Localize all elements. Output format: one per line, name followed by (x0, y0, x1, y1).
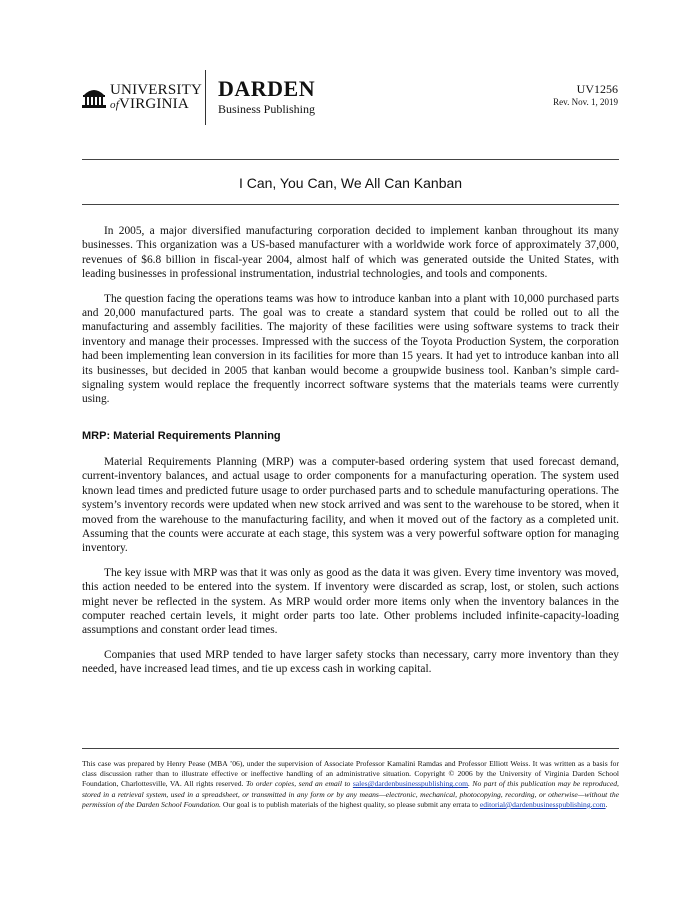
paragraph-2: The question facing the operations teams was how to introduce kanban into a plant with 10,000 purchased parts and 20,000 manufactured parts. The goal was to create a standard system that could be rolled out to all the manufacturing and assembly facilities. The majority of these facilities were using software systems to track their inventory and manage their processes. Impressed with the success of the Toyota Production System, the corporation had been implementing lean conversion in its facilities for more than 15 years. It had yet to introduce kanban into all its businesses, but decided in 2005 that kanban would become a groupwide business tool. Kanban’s simple card-signaling system would replace the frequently incorrect software systems that the materials teams were currently using. (82, 292, 619, 406)
paragraph-1: In 2005, a major diversified manufacturing corporation decided to implement kanban throughout its many businesses. This organization was a US-based manufacturer with a worldwide work force of approximately 37,000, revenues of $6.8 billion in fiscal-year 2004, almost half of which was generated outside the United States, with leading businesses in professional instrumentation, industrial technologies, and tools and components. (82, 225, 619, 281)
logo-divider (205, 70, 206, 125)
body-text (82, 224, 619, 687)
darden-logo (218, 77, 315, 117)
paragraph-5: Companies that used MRP tended to have larger safety stocks than necessary, carry more inventory than they needed, have increased lead times, and tie up excess cash in working capital. (82, 648, 619, 676)
paragraph-3: Material Requirements Planning (MRP) was a computer-based ordering system that used forecast demand, current-inventory balances, and actual usage to order components for a manufacturing operation. The system used known lead times and predicted future usage to order purchased parts and to schedule manufacturing operations. The system’s inventory records were updated when new stock arrived and was sent to the warehouse to be stored, when it moved from the warehouse to the manufacturing facility, and when it moved out of the factory as a completed unit. Assuming that the counts were accurate at each stage, this system was a very powerful software option for managing inventory. (82, 455, 619, 555)
darden-name: DARDEN (218, 76, 316, 101)
revision-date: Rev. Nov. 1, 2019 (553, 97, 618, 107)
page-title: I Can, You Can, We All Can Kanban (238, 175, 463, 191)
uva-line2: VIRGINIA (118, 95, 189, 112)
darden-subtitle: Business Publishing (218, 102, 316, 116)
document-id (553, 82, 618, 108)
document-code: UV1256 (576, 82, 618, 96)
footnote-rule (82, 748, 619, 749)
uva-line1: UNIVERSITY (110, 81, 202, 98)
footnote-part1: This case was prepared by Henry Pease (MBA ’06), under the supervision of Associate Professor Kamalini Ramdas and Professor Elliott Weiss. It was written as a basis for class discussion rather than to illustrate effective or ineffective handling of an administrative situation. Copyright © 2006 by the University of Virginia Darden School Foundation, Charlottesville, VA. All rights reserved. (82, 759, 619, 789)
editorial-email-link[interactable]: editorial@dardenbusinesspublishing.com (479, 799, 606, 809)
uva-logo (82, 80, 202, 114)
title-rule-bottom (82, 204, 619, 205)
uva-wordmark (110, 83, 202, 112)
footnote (82, 759, 619, 810)
rotunda-icon (82, 86, 106, 108)
footnote-italic1: To order copies, send an email to (245, 779, 351, 789)
footnote-part3: . (605, 799, 608, 809)
sales-email-link[interactable]: sales@dardenbusinesspublishing.com (352, 779, 469, 789)
section-heading: MRP: Material Requirements Planning (82, 429, 281, 442)
paragraph-4: The key issue with MRP was that it was only as good as the data it was given. Every time inventory was moved, this action needed to be entered into the system. If inventory were discarded as scrap, lost, or stolen, such actions might never be reflected in the system. As MRP would order more items only when the inventory balances in the computer reached certain levels, it might order parts too late. Other problems included infinite-capacity-loading assumptions and constant order lead times. (82, 566, 619, 637)
uva-of: of (110, 98, 119, 111)
footnote-part2: Our goal is to publish materials of the highest quality, so please submit any errata to (220, 799, 480, 809)
footnote-italic2: . No part of this publication may be reproduced, stored in a retrieval system, used in a spreadsheet, or transmitted in any form or by any means—electronic, mechanical, photocopying, recording, or otherwise—without the permission of the Darden School Foundation. (82, 779, 619, 809)
title-rule-top (82, 159, 619, 160)
